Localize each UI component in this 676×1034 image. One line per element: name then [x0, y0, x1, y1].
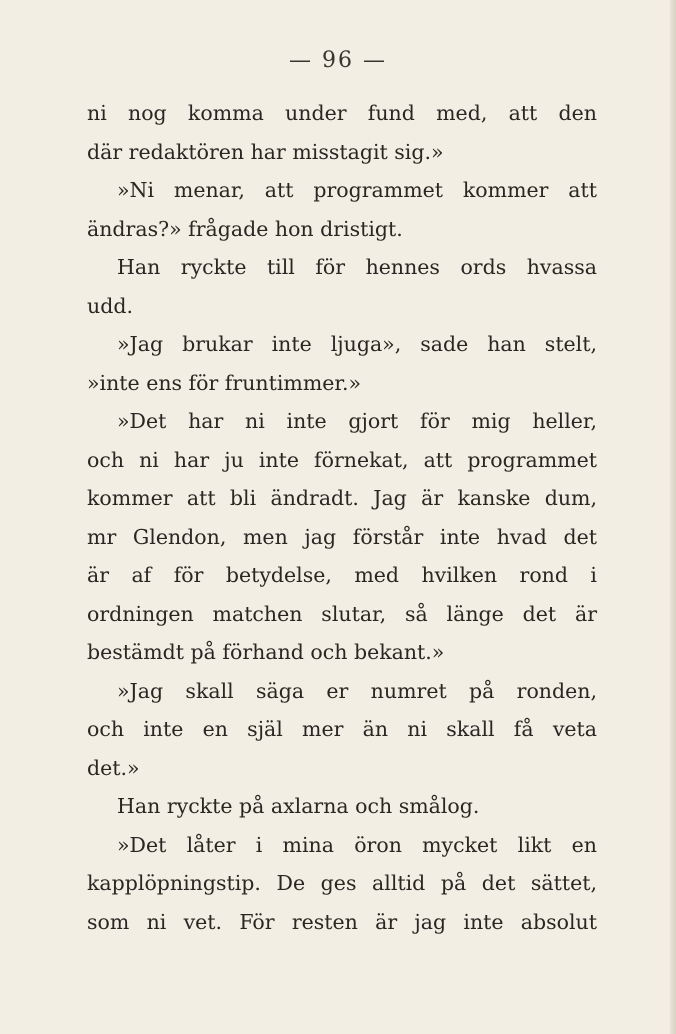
text-line: ordningen matchen slutar, så länge det är [87, 601, 597, 626]
text-line: bestämdt på förhand och bekant.» [87, 640, 445, 664]
text-line: »Det har ni inte gjort för mig heller, [117, 409, 597, 433]
text-line: som ni vet. För resten är jag inte absolut [87, 909, 597, 934]
text-line: »Jag skall säga er numret på ronden, [117, 678, 597, 703]
body-text [87, 94, 597, 941]
text-line: ändras?» frågade hon dristigt. [87, 216, 403, 241]
text-line: Han ryckte på axlarna och smålog. [117, 794, 480, 818]
text-line: »Jag brukar inte ljuga», sade han stelt, [117, 332, 597, 356]
text-line: udd. [87, 293, 133, 318]
text-line: kommer att bli ändradt. Jag är kanske dum, [87, 486, 597, 510]
text-line: där redaktören har misstagit sig.» [87, 139, 444, 164]
text-line: »inte ens för fruntimmer.» [87, 370, 362, 395]
text-line: mr Glendon, men jag förstår inte hvad det [87, 524, 597, 549]
text-line: ni nog komma under fund med, att den [87, 101, 597, 125]
text-line: Han ryckte till för hennes ords hvassa [117, 255, 597, 279]
page-number: — 96 — [289, 48, 387, 73]
text-line: är af för betydelse, med hvilken rond i [87, 563, 597, 587]
text-line: kapplöpningstip. De ges alltid på det sättet, [87, 871, 597, 895]
text-line: det.» [87, 755, 140, 780]
text-line: och ni har ju inte förnekat, att programmet [87, 447, 597, 472]
text-line: »Ni menar, att programmet kommer att [117, 178, 597, 202]
text-line: och inte en själ mer än ni skall få veta [87, 717, 597, 741]
text-line: »Det låter i mina öron mycket likt en [117, 832, 597, 857]
page-edge-shadow [670, 0, 676, 1034]
